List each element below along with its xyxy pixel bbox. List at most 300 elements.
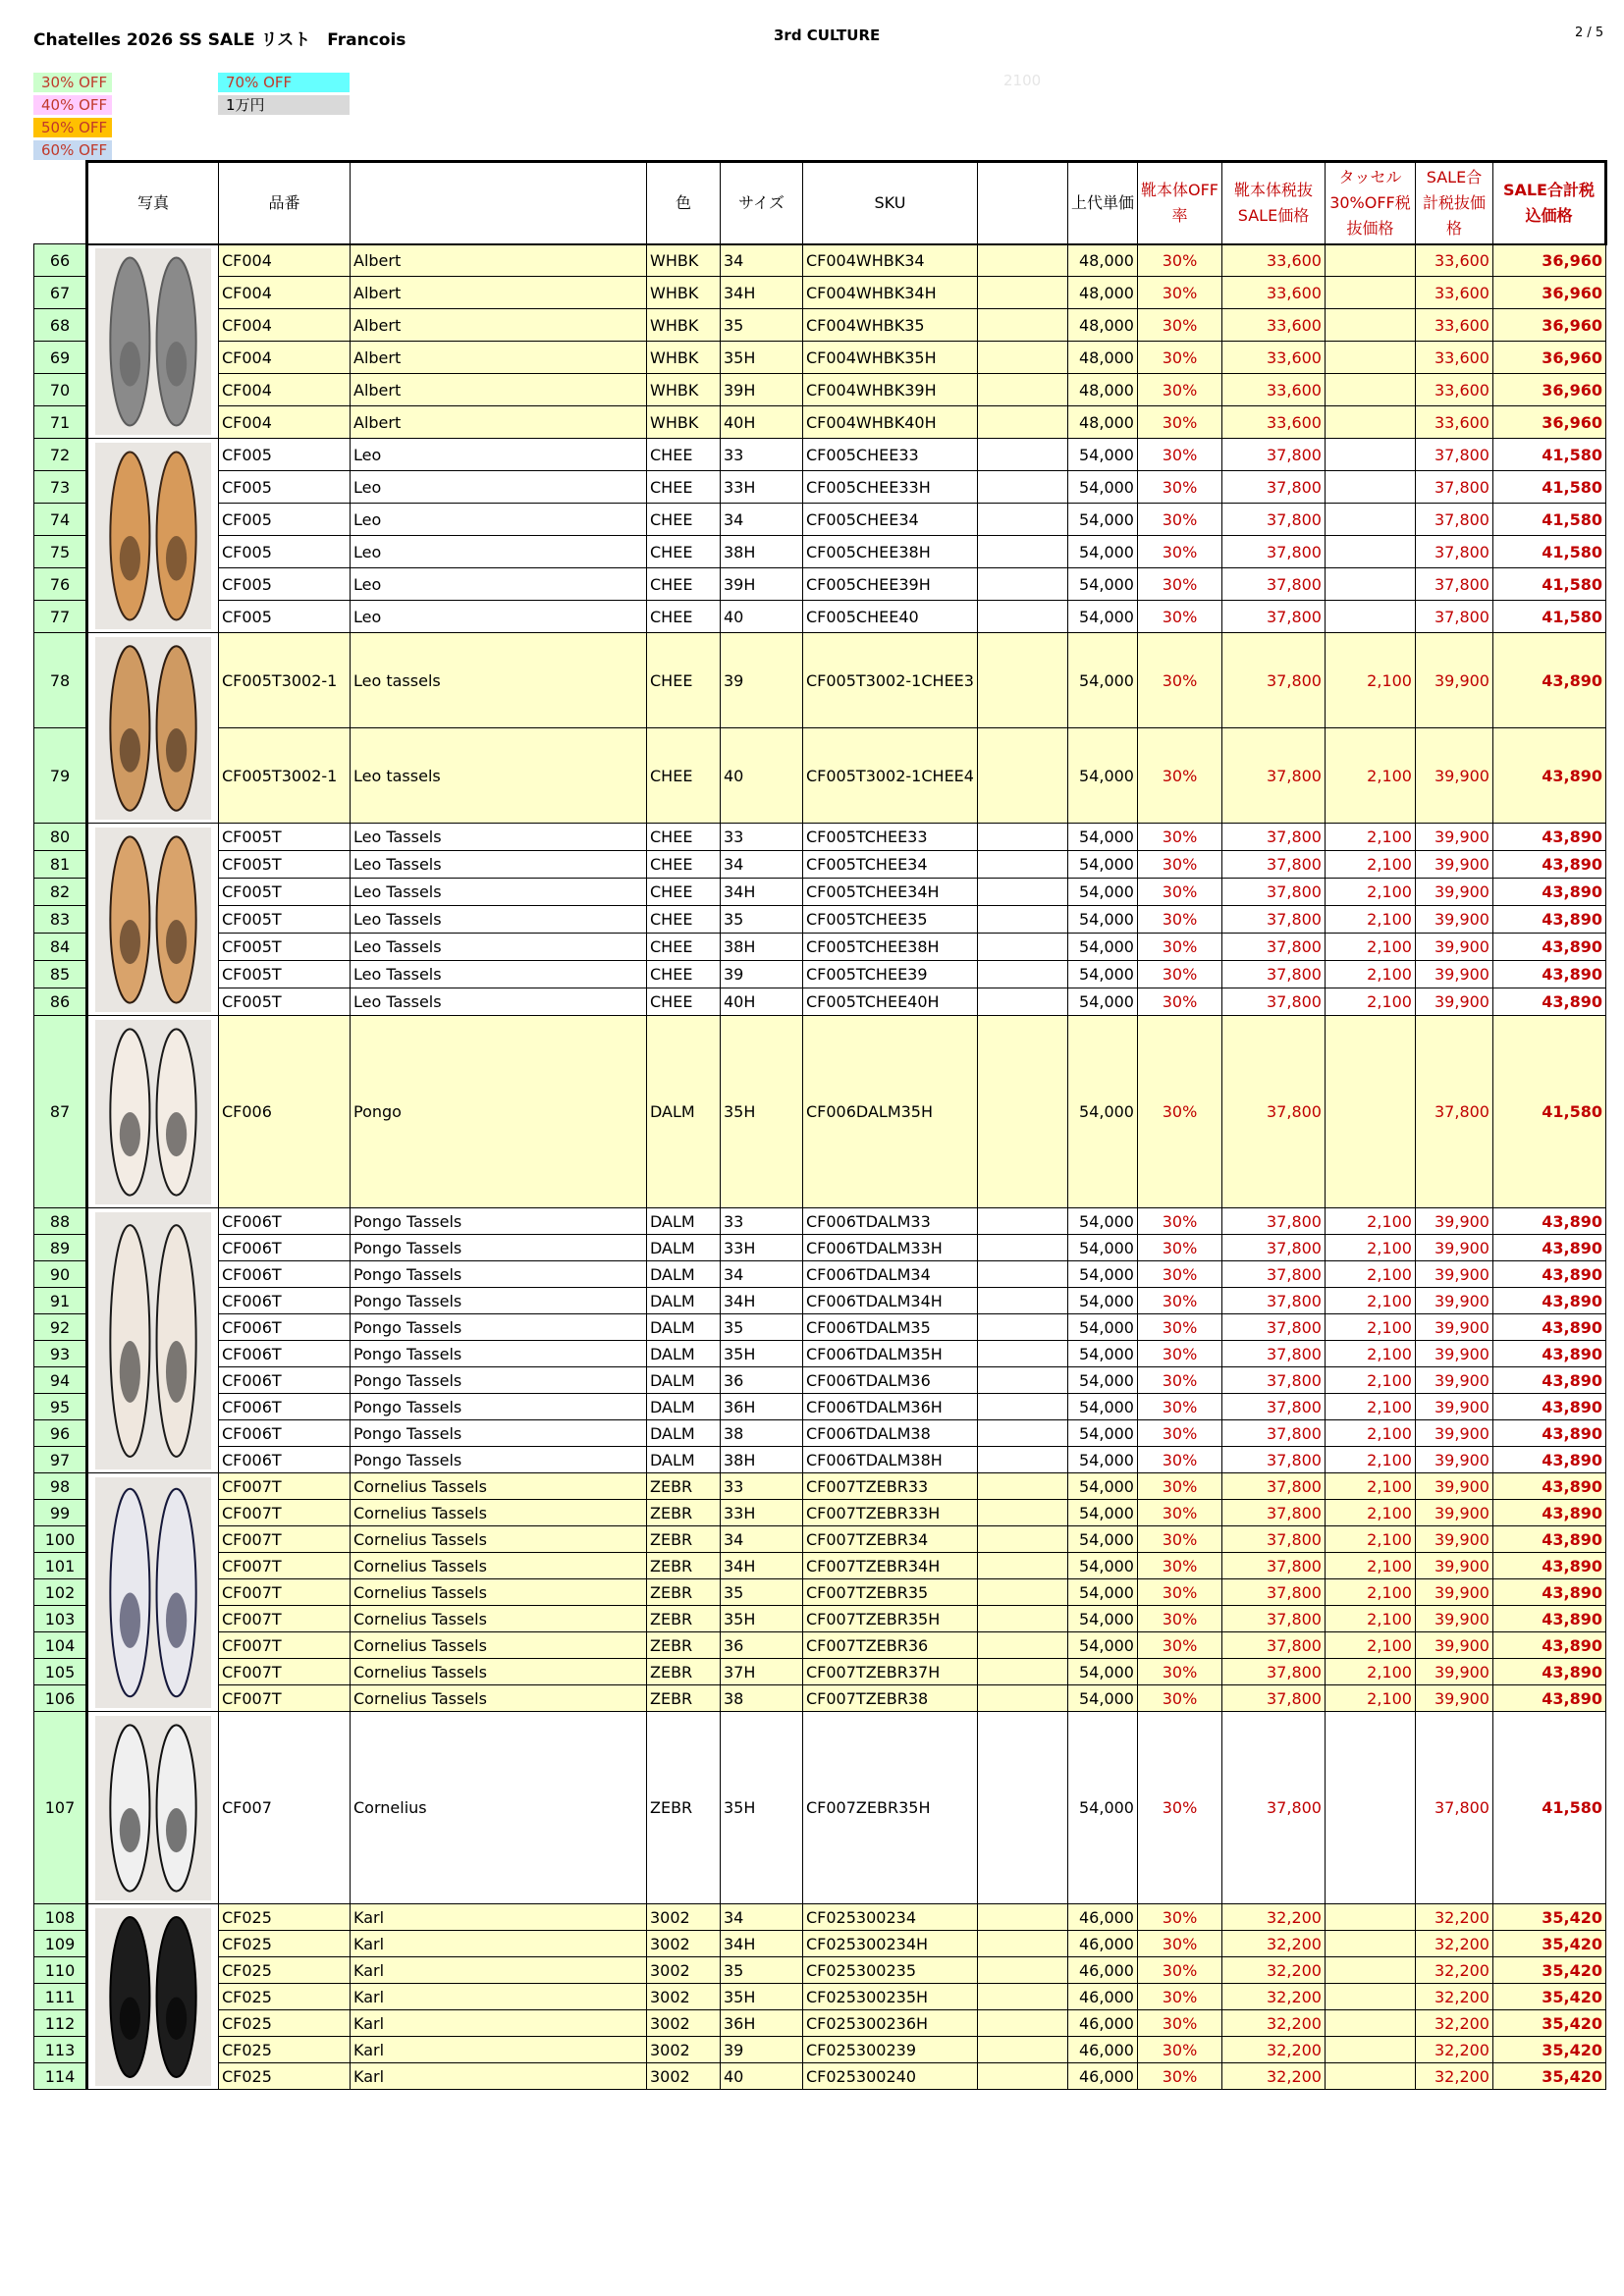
cell-name: Cornelius Tassels <box>351 1606 647 1632</box>
cell-blank <box>977 1632 1067 1659</box>
table-row <box>34 1420 1606 1447</box>
cell-size: 34 <box>721 504 803 536</box>
cell-size: 35H <box>721 1712 803 1904</box>
cell-blank <box>977 1473 1067 1500</box>
cell-total-incl: 41,580 <box>1492 504 1605 536</box>
cell-tassel-price: 2,100 <box>1325 1526 1415 1553</box>
cell-color: DALM <box>647 1367 721 1394</box>
cell-tassel-price: 2,100 <box>1325 633 1415 728</box>
row-number: 74 <box>34 504 87 536</box>
cell-name: Karl <box>351 1957 647 1984</box>
cell-size: 34H <box>721 1931 803 1957</box>
cell-tassel-price: 2,100 <box>1325 1473 1415 1500</box>
cell-tassel-price <box>1325 244 1415 277</box>
cell-code: CF005T3002-1 <box>219 633 351 728</box>
cell-total-incl: 43,890 <box>1492 879 1605 906</box>
cell-size: 33H <box>721 1235 803 1261</box>
cell-sku: CF005CHEE33 <box>803 439 978 471</box>
cell-total-incl: 36,960 <box>1492 277 1605 309</box>
cell-sku: CF006DALM35H <box>803 1016 978 1208</box>
shoe-opening <box>166 342 187 387</box>
cell-off-rate: 30% <box>1137 1579 1221 1606</box>
cell-tassel-price <box>1325 374 1415 406</box>
cell-name: Albert <box>351 374 647 406</box>
table-row <box>34 728 1606 824</box>
cell-sku: CF025300240 <box>803 2063 978 2090</box>
cell-sku: CF007TZEBR36 <box>803 1632 978 1659</box>
product-photo <box>87 1208 219 1473</box>
cell-code: CF006T <box>219 1208 351 1235</box>
cell-size: 34H <box>721 1288 803 1314</box>
cell-sku: CF005CHEE33H <box>803 471 978 504</box>
cell-tassel-price <box>1325 2037 1415 2063</box>
cell-size: 35H <box>721 1984 803 2010</box>
cell-sale-price: 37,800 <box>1221 1420 1325 1447</box>
sale-table <box>33 160 1607 2090</box>
cell-total-excl: 37,800 <box>1415 536 1492 568</box>
cell-total-excl: 37,800 <box>1415 471 1492 504</box>
table-row <box>34 1931 1606 1957</box>
cell-color: CHEE <box>647 471 721 504</box>
row-number: 93 <box>34 1341 87 1367</box>
cell-sale-price: 37,800 <box>1221 988 1325 1016</box>
cell-retail: 48,000 <box>1067 406 1137 439</box>
row-number: 94 <box>34 1367 87 1394</box>
cell-blank <box>977 601 1067 633</box>
cell-off-rate: 30% <box>1137 1447 1221 1473</box>
cell-name: Cornelius Tassels <box>351 1553 647 1579</box>
shoe-right <box>157 257 196 425</box>
table-row <box>34 879 1606 906</box>
cell-total-incl: 43,890 <box>1492 1526 1605 1553</box>
cell-tassel-price: 2,100 <box>1325 1553 1415 1579</box>
cell-retail: 54,000 <box>1067 1606 1137 1632</box>
shoe-photo <box>95 1908 211 2086</box>
row-number: 91 <box>34 1288 87 1314</box>
row-number: 69 <box>34 342 87 374</box>
cell-retail: 54,000 <box>1067 633 1137 728</box>
cell-size: 35 <box>721 906 803 934</box>
cell-off-rate: 30% <box>1137 277 1221 309</box>
cell-off-rate: 30% <box>1137 1632 1221 1659</box>
cell-retail: 46,000 <box>1067 1984 1137 2010</box>
cell-name: Leo Tassels <box>351 988 647 1016</box>
cell-retail: 54,000 <box>1067 536 1137 568</box>
table-row <box>34 1500 1606 1526</box>
cell-off-rate: 30% <box>1137 342 1221 374</box>
sheet-title: Chatelles 2026 SS SALE リスト Francois <box>33 30 406 50</box>
cell-off-rate: 30% <box>1137 1931 1221 1957</box>
cell-tassel-price: 2,100 <box>1325 851 1415 879</box>
cell-sku: CF006TDALM36H <box>803 1394 978 1420</box>
cell-code: CF006T <box>219 1235 351 1261</box>
cell-off-rate: 30% <box>1137 824 1221 851</box>
cell-sale-price: 37,800 <box>1221 1685 1325 1712</box>
cell-sku: CF004WHBK34H <box>803 277 978 309</box>
row-number: 104 <box>34 1632 87 1659</box>
cell-color: 3002 <box>647 2063 721 2090</box>
table-row <box>34 2063 1606 2090</box>
cell-sale-price: 33,600 <box>1221 277 1325 309</box>
cell-total-excl: 39,900 <box>1415 879 1492 906</box>
cell-sale-price: 37,800 <box>1221 1016 1325 1208</box>
cell-code: CF006T <box>219 1367 351 1394</box>
cell-sale-price: 37,800 <box>1221 1314 1325 1341</box>
cell-sku: CF005T3002-1CHEE4 <box>803 728 978 824</box>
cell-retail: 54,000 <box>1067 1261 1137 1288</box>
cell-color: 3002 <box>647 1984 721 2010</box>
cell-retail: 54,000 <box>1067 1341 1137 1367</box>
table-row <box>34 471 1606 504</box>
row-number: 84 <box>34 934 87 961</box>
cell-blank <box>977 1904 1067 1931</box>
cell-retail: 46,000 <box>1067 1957 1137 1984</box>
cell-off-rate: 30% <box>1137 961 1221 988</box>
cell-color: ZEBR <box>647 1712 721 1904</box>
cell-tassel-price: 2,100 <box>1325 879 1415 906</box>
cell-total-excl: 39,900 <box>1415 633 1492 728</box>
cell-code: CF007T <box>219 1579 351 1606</box>
cell-name: Leo <box>351 536 647 568</box>
cell-name: Cornelius Tassels <box>351 1685 647 1712</box>
cell-sku: CF005TCHEE39 <box>803 961 978 988</box>
table-row <box>34 633 1606 728</box>
cell-code: CF005T <box>219 906 351 934</box>
cell-total-excl: 32,200 <box>1415 1904 1492 1931</box>
cell-sale-price: 33,600 <box>1221 406 1325 439</box>
shoe-opening <box>120 728 140 773</box>
cell-blank <box>977 1712 1067 1904</box>
cell-blank <box>977 277 1067 309</box>
cell-name: Albert <box>351 277 647 309</box>
cell-size: 40H <box>721 406 803 439</box>
cell-sale-price: 37,800 <box>1221 568 1325 601</box>
table-row <box>34 1208 1606 1235</box>
row-number: 82 <box>34 879 87 906</box>
cell-sale-price: 32,200 <box>1221 1931 1325 1957</box>
table-row <box>34 1394 1606 1420</box>
cell-total-incl: 43,890 <box>1492 1553 1605 1579</box>
cell-off-rate: 30% <box>1137 1685 1221 1712</box>
cell-total-excl: 39,900 <box>1415 1341 1492 1367</box>
cell-tassel-price <box>1325 309 1415 342</box>
cell-size: 35H <box>721 1341 803 1367</box>
cell-color: WHBK <box>647 342 721 374</box>
cell-total-incl: 43,890 <box>1492 906 1605 934</box>
table-row <box>34 824 1606 851</box>
table-row <box>34 1016 1606 1208</box>
cell-total-incl: 43,890 <box>1492 1420 1605 1447</box>
cell-blank <box>977 342 1067 374</box>
cell-sku: CF006TDALM38 <box>803 1420 978 1447</box>
cell-sale-price: 33,600 <box>1221 342 1325 374</box>
cell-total-incl: 41,580 <box>1492 568 1605 601</box>
shoe-opening <box>120 536 140 581</box>
table-row <box>34 568 1606 601</box>
cell-sku: CF006TDALM34 <box>803 1261 978 1288</box>
cell-size: 34 <box>721 1526 803 1553</box>
cell-blank <box>977 2037 1067 2063</box>
cell-size: 35 <box>721 1579 803 1606</box>
table-row <box>34 1367 1606 1394</box>
cell-total-incl: 43,890 <box>1492 1473 1605 1500</box>
cell-off-rate: 30% <box>1137 1341 1221 1367</box>
cell-code: CF006T <box>219 1288 351 1314</box>
cell-color: CHEE <box>647 851 721 879</box>
cell-off-rate: 30% <box>1137 1659 1221 1685</box>
cell-tassel-price <box>1325 1984 1415 2010</box>
cell-size: 33H <box>721 471 803 504</box>
cell-name: Albert <box>351 406 647 439</box>
cell-blank <box>977 1984 1067 2010</box>
cell-total-excl: 39,900 <box>1415 1685 1492 1712</box>
cell-color: CHEE <box>647 961 721 988</box>
cell-size: 34H <box>721 879 803 906</box>
shoe-left <box>110 1917 149 2077</box>
cell-name: Leo Tassels <box>351 879 647 906</box>
cell-sku: CF025300239 <box>803 2037 978 2063</box>
cell-size: 35H <box>721 342 803 374</box>
cell-blank <box>977 879 1067 906</box>
table-row <box>34 1553 1606 1579</box>
cell-code: CF007T <box>219 1606 351 1632</box>
row-number: 79 <box>34 728 87 824</box>
shoe-photo <box>95 443 211 629</box>
cell-code: CF004 <box>219 374 351 406</box>
cell-off-rate: 30% <box>1137 374 1221 406</box>
cell-off-rate: 30% <box>1137 1553 1221 1579</box>
cell-name: Karl <box>351 2063 647 2090</box>
header-total-excl: SALE合計税抜価格 <box>1415 162 1492 244</box>
cell-tassel-price: 2,100 <box>1325 1235 1415 1261</box>
table-row <box>34 906 1606 934</box>
cell-total-incl: 43,890 <box>1492 1208 1605 1235</box>
cell-size: 36H <box>721 2010 803 2037</box>
cell-blank <box>977 961 1067 988</box>
cell-size: 33 <box>721 439 803 471</box>
cell-name: Pongo <box>351 1016 647 1208</box>
cell-sale-price: 32,200 <box>1221 2010 1325 2037</box>
cell-code: CF005T <box>219 879 351 906</box>
cell-off-rate: 30% <box>1137 1957 1221 1984</box>
cell-sale-price: 37,800 <box>1221 1208 1325 1235</box>
cell-sale-price: 37,800 <box>1221 851 1325 879</box>
table-row <box>34 1957 1606 1984</box>
cell-total-excl: 33,600 <box>1415 374 1492 406</box>
cell-size: 39H <box>721 374 803 406</box>
row-number: 98 <box>34 1473 87 1500</box>
cell-tassel-price <box>1325 1904 1415 1931</box>
cell-sku: CF007TZEBR37H <box>803 1659 978 1685</box>
cell-blank <box>977 1394 1067 1420</box>
cell-sale-price: 37,800 <box>1221 1341 1325 1367</box>
cell-sku: CF006TDALM35H <box>803 1341 978 1367</box>
shoe-photo <box>95 828 211 1012</box>
cell-total-incl: 43,890 <box>1492 1659 1605 1685</box>
cell-blank <box>977 906 1067 934</box>
cell-retail: 54,000 <box>1067 851 1137 879</box>
cell-code: CF005 <box>219 568 351 601</box>
row-number: 107 <box>34 1712 87 1904</box>
cell-sku: CF004WHBK40H <box>803 406 978 439</box>
cell-size: 35 <box>721 1957 803 1984</box>
cell-tassel-price <box>1325 536 1415 568</box>
cell-blank <box>977 1685 1067 1712</box>
cell-retail: 54,000 <box>1067 439 1137 471</box>
cell-name: Albert <box>351 244 647 277</box>
cell-total-excl: 39,900 <box>1415 728 1492 824</box>
cell-sale-price: 37,800 <box>1221 601 1325 633</box>
cell-name: Leo Tassels <box>351 851 647 879</box>
cell-code: CF007 <box>219 1712 351 1904</box>
cell-sku: CF006TDALM34H <box>803 1288 978 1314</box>
cell-code: CF005 <box>219 536 351 568</box>
cell-sale-price: 37,800 <box>1221 1500 1325 1526</box>
row-number: 73 <box>34 471 87 504</box>
cell-retail: 54,000 <box>1067 504 1137 536</box>
cell-code: CF006T <box>219 1394 351 1420</box>
cell-total-incl: 35,420 <box>1492 1931 1605 1957</box>
product-photo <box>87 1016 219 1208</box>
cell-name: Pongo Tassels <box>351 1341 647 1367</box>
cell-total-incl: 41,580 <box>1492 1712 1605 1904</box>
cell-tassel-price <box>1325 439 1415 471</box>
cell-color: DALM <box>647 1016 721 1208</box>
table-row <box>34 1904 1606 1931</box>
row-number: 90 <box>34 1261 87 1288</box>
cell-blank <box>977 374 1067 406</box>
shoe-opening <box>166 1341 187 1403</box>
table-row <box>34 1712 1606 1904</box>
cell-blank <box>977 2063 1067 2090</box>
cell-code: CF004 <box>219 406 351 439</box>
table-row <box>34 342 1606 374</box>
cell-code: CF025 <box>219 2063 351 2090</box>
cell-retail: 46,000 <box>1067 1931 1137 1957</box>
cell-sale-price: 37,800 <box>1221 1553 1325 1579</box>
row-number: 92 <box>34 1314 87 1341</box>
cell-color: WHBK <box>647 244 721 277</box>
table-row <box>34 2037 1606 2063</box>
cell-name: Karl <box>351 1984 647 2010</box>
cell-sku: CF004WHBK34 <box>803 244 978 277</box>
cell-sku: CF006TDALM33 <box>803 1208 978 1235</box>
shoe-opening <box>120 1997 140 2039</box>
cell-blank <box>977 728 1067 824</box>
row-number: 77 <box>34 601 87 633</box>
cell-off-rate: 30% <box>1137 906 1221 934</box>
cell-name: Karl <box>351 2037 647 2063</box>
table-row <box>34 1473 1606 1500</box>
cell-sale-price: 32,200 <box>1221 1904 1325 1931</box>
cell-sku: CF005TCHEE34H <box>803 879 978 906</box>
cell-code: CF025 <box>219 1931 351 1957</box>
cell-size: 34 <box>721 1904 803 1931</box>
cell-total-excl: 39,900 <box>1415 824 1492 851</box>
cell-name: Leo tassels <box>351 633 647 728</box>
cell-tassel-price <box>1325 601 1415 633</box>
cell-retail: 54,000 <box>1067 1712 1137 1904</box>
cell-blank <box>977 1420 1067 1447</box>
cell-total-incl: 43,890 <box>1492 1288 1605 1314</box>
cell-color: DALM <box>647 1208 721 1235</box>
cell-size: 35H <box>721 1016 803 1208</box>
cell-retail: 54,000 <box>1067 961 1137 988</box>
cell-off-rate: 30% <box>1137 1526 1221 1553</box>
shoe-opening <box>120 1112 140 1156</box>
cell-total-incl: 35,420 <box>1492 2037 1605 2063</box>
cell-sale-price: 37,800 <box>1221 1632 1325 1659</box>
cell-blank <box>977 1261 1067 1288</box>
cell-total-excl: 32,200 <box>1415 1957 1492 1984</box>
cell-sale-price: 37,800 <box>1221 1659 1325 1685</box>
cell-off-rate: 30% <box>1137 1288 1221 1314</box>
cell-size: 40H <box>721 988 803 1016</box>
cell-tassel-price <box>1325 1016 1415 1208</box>
cell-total-excl: 39,900 <box>1415 1553 1492 1579</box>
table-row <box>34 1447 1606 1473</box>
cell-tassel-price: 2,100 <box>1325 1341 1415 1367</box>
cell-blank <box>977 1447 1067 1473</box>
cell-sku: CF007TZEBR35 <box>803 1579 978 1606</box>
cell-color: ZEBR <box>647 1606 721 1632</box>
row-number: 108 <box>34 1904 87 1931</box>
shoe-opening <box>166 728 187 773</box>
cell-tassel-price <box>1325 1712 1415 1904</box>
cell-name: Leo tassels <box>351 728 647 824</box>
cell-name: Leo Tassels <box>351 934 647 961</box>
cell-code: CF005T <box>219 988 351 1016</box>
row-number: 111 <box>34 1984 87 2010</box>
cell-size: 35 <box>721 1314 803 1341</box>
cell-tassel-price: 2,100 <box>1325 1606 1415 1632</box>
row-number: 81 <box>34 851 87 879</box>
cell-total-incl: 36,960 <box>1492 374 1605 406</box>
cell-color: ZEBR <box>647 1579 721 1606</box>
cell-sale-price: 32,200 <box>1221 2037 1325 2063</box>
row-number: 112 <box>34 2010 87 2037</box>
legend-10000-yen: 1万円 <box>218 95 350 115</box>
cell-code: CF007T <box>219 1526 351 1553</box>
cell-code: CF006T <box>219 1314 351 1341</box>
cell-off-rate: 30% <box>1137 879 1221 906</box>
cell-total-excl: 39,900 <box>1415 1394 1492 1420</box>
cell-name: Leo Tassels <box>351 824 647 851</box>
cell-total-excl: 39,900 <box>1415 1526 1492 1553</box>
cell-total-incl: 43,890 <box>1492 1606 1605 1632</box>
shoe-opening <box>166 1592 187 1647</box>
cell-sale-price: 37,800 <box>1221 1288 1325 1314</box>
cell-size: 38 <box>721 1685 803 1712</box>
cell-sale-price: 33,600 <box>1221 374 1325 406</box>
cell-sku: CF005CHEE39H <box>803 568 978 601</box>
cell-color: DALM <box>647 1447 721 1473</box>
cell-color: ZEBR <box>647 1473 721 1500</box>
cell-total-incl: 41,580 <box>1492 439 1605 471</box>
cell-total-excl: 32,200 <box>1415 1931 1492 1957</box>
cell-name: Pongo Tassels <box>351 1367 647 1394</box>
shoe-opening <box>166 536 187 581</box>
cell-total-incl: 43,890 <box>1492 1579 1605 1606</box>
row-number: 72 <box>34 439 87 471</box>
table-row <box>34 1659 1606 1685</box>
shoe-left <box>110 257 149 425</box>
cell-total-excl: 39,900 <box>1415 906 1492 934</box>
cell-tassel-price <box>1325 1957 1415 1984</box>
cell-name: Leo <box>351 439 647 471</box>
cell-code: CF007T <box>219 1632 351 1659</box>
cell-retail: 54,000 <box>1067 934 1137 961</box>
